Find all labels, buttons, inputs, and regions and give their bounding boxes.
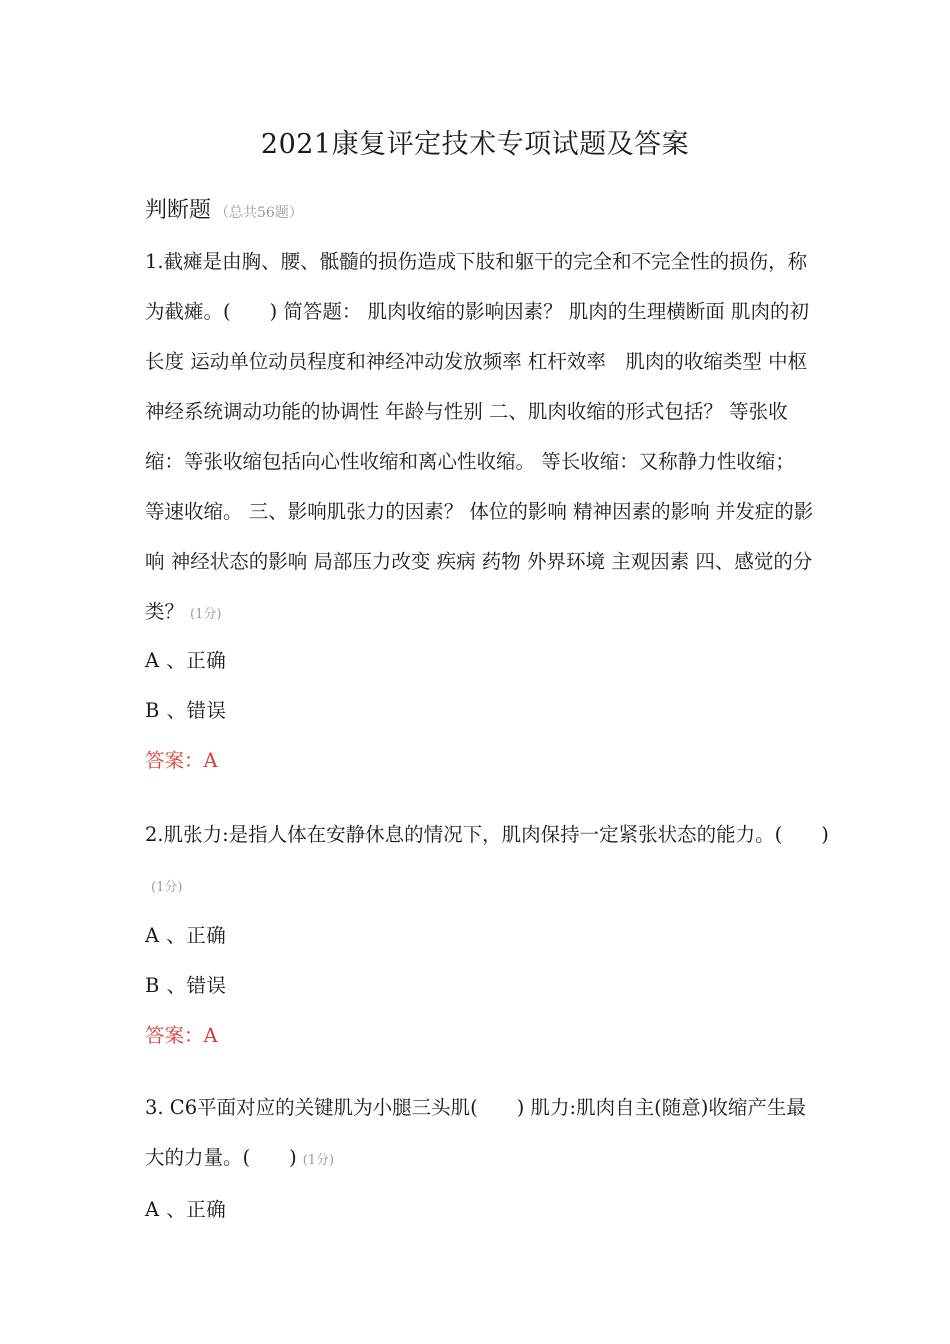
question-1-option-a: A 、正确 xyxy=(145,649,227,672)
question-2-score: (1分) xyxy=(151,880,183,895)
document-title: 2021康复评定技术专项试题及答案 xyxy=(260,129,690,160)
question-3-text: 3. C6平面对应的关键肌为小腿三头肌( ) 肌力:肌肉自主(随意)收缩产生最大的力量。( ) xyxy=(145,1096,806,1169)
section-title: 判断题 xyxy=(145,198,212,223)
question-1-text: 1.截瘫是由胸、腰、骶髓的损伤造成下肢和躯干的完全和不完全性的损伤，称为截瘫。( ) 简答题： 肌肉收缩的影响因素？ 肌肉的生理横断面 肌肉的初长度 运动单位动员程度和神经冲动发放频率 杠杆效率 肌肉的收缩类型 中枢神经系统调动功能的协调性 年龄与性别 二、肌肉收缩的形式包括？ 等张收缩：等张收缩包括向心性收缩和离心性收缩。 等长收缩：又称静力性收缩； 等速收缩。 三、影响肌张力的因素？ 体位的影响 精神因素的影响 并发症的影响 神经状态的影响 局部压力改变 疾病 药物 外界环境 主观因素 四、感觉的分类？ xyxy=(145,250,814,623)
question-2-answer: 答案：A xyxy=(145,1024,218,1047)
question-1-option-b: B 、错误 xyxy=(145,699,227,722)
question-2-option-b: B 、错误 xyxy=(145,974,227,997)
section-heading xyxy=(145,193,303,224)
question-1-answer: 答案：A xyxy=(145,749,218,772)
question-2-text: 2.肌张力:是指人体在安静休息的情况下，肌肉保持一定紧张状态的能力。( ) xyxy=(145,823,829,846)
question-3-score: (1分) xyxy=(302,1153,335,1168)
question-1-score: (1分) xyxy=(190,607,222,622)
question-text xyxy=(145,1083,817,1186)
question-text xyxy=(145,810,835,913)
question-text xyxy=(145,237,817,640)
question-2-option-a: A 、正确 xyxy=(145,924,227,947)
question-3-option-a: A 、正确 xyxy=(145,1198,227,1221)
section-count-note: （总共56题） xyxy=(215,205,303,221)
